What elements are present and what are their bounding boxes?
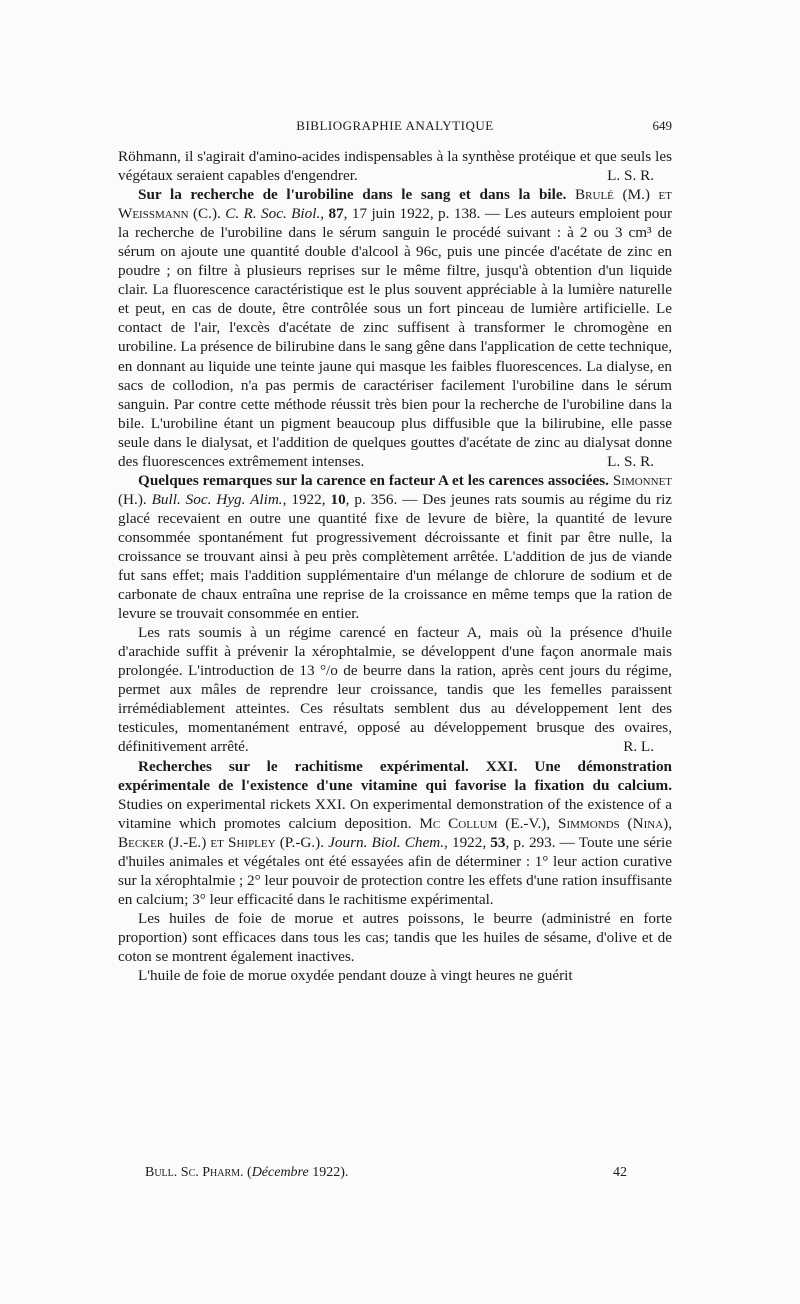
signature: L. S. R.: [607, 167, 654, 185]
article-paragraph: [118, 623, 672, 756]
footer-month: Décembre: [251, 1165, 309, 1180]
article-text: — Les auteurs emploient pour la recherche de l'urobiline dans le sérum sanguin le procédé suivant : à 2 ou 3 cm³ de sérum on ajoute une quantité double d'alcool à 96c, puis une pincée d'acétate de zinc en poudre ; on filtre à plusieurs reprises sur le même filtre, jusqu'à obtention d'un liquide clair. La fluorescence caractéristique est le plus souvent appréciable à la lumière naturelle et peut, en cas de doute, être contrôlée sous un fort pinceau de lumière artificielle. Le contact de l'air, l'excès d'acétate de zinc suffisent à transformer le chromogène en urobiline. La présence de bilirubine dans le sang gêne dans l'application de cette technique, en donnant au liquide une teinte jaune qui masque les faibles fluorescences. La dialyse, en sacs de collodion, n'a pas permis de caractériser facilement l'urobiline dans le sérum sanguin. Par contre cette méthode réussit très bien pour la recherche de l'urobiline dans la bile. L'urobiline étant un pigment beaucoup plus diffusible que la bilirubine, elle passe seule dans le dialysat, et l'addition de quelques gouttes d'acétate de zinc au dialysat donne des fluorescences extrêmement intenses.: [118, 205, 673, 470]
page-number: 649: [652, 118, 672, 133]
article-urobiline: Sur la recherche de l'urobiline dans le sang et dans la bile. Brulé (M.) et Weissmann (C.). C. R. Soc. Biol., 87, 17 juin 1922, p. 138. — Les auteurs emploient pour la recherche de l'urobiline dans le sérum sanguin le procédé suivant : à 2 ou 3 cm³ de sérum on ajoute une quantité double d'alcool à 96c, puis une pincée d'acétate de zinc en poudre ; on filtre à plusieurs reprises sur le même filtre, jusqu'à obtention d'un liquide clair. La fluorescence caractéristique est le plus souvent appréciable à la lumière naturelle et peut, en cas de doute, être contrôlée sous un fort pinceau de lumière artificielle. Le contact de l'air, l'excès d'acétate de zinc suffisent à transformer le chromogène en urobiline. La présence de bilirubine dans le sang gêne dans l'application de cette technique, en donnant au liquide une teinte jaune qui masque les faibles fluorescences. La dialyse, en sacs de collodion, n'a pas permis de caractériser facilement l'urobiline dans le sérum sanguin. Par contre cette méthode réussit très bien pour la recherche de l'urobiline dans la bile. L'urobiline étant un pigment beaucoup plus diffusible que la bilirubine, elle passe seule dans le dialysat, et l'addition de quelques gouttes d'acétate de zinc au dialysat donne des fluorescences extrêmement intenses. L. S. R.: [118, 186, 673, 470]
paragraph-text: L'huile de foie de morue oxydée pendant douze à vingt heures ne guérit: [138, 967, 573, 985]
journal-name: C. R. Soc. Biol.: [225, 205, 321, 223]
continued-paragraph: [118, 147, 672, 185]
signature: L. S. R.: [607, 452, 654, 470]
journal-name: Journ. Biol. Chem.: [328, 833, 445, 851]
article-rachitisme: [118, 757, 672, 909]
citation-year: , 1922,: [282, 490, 331, 508]
article-title: Quelques remarques sur la carence en facteur A et les carences associées.: [138, 471, 609, 489]
running-header: [118, 118, 672, 138]
article-authors: Simonnet (H.).: [118, 471, 673, 508]
article-carence: [118, 471, 672, 623]
continued-text: Röhmann, il s'agirait d'amino-acides indispensables à la synthèse protéique et que seuls les végétaux seraient capables d'engendrer.: [118, 148, 672, 185]
article-title: Recherches sur le rachitisme expérimental. XXI. Une démonstration expérimentale de l'existence d'une vitamine qui favorise la fixation du calcium.: [118, 757, 672, 794]
article-authors: Mc Collum (E.-V.), Simmonds (Nina), Becker (J.-E.) et Shipley (P.-G.).: [118, 814, 672, 851]
citation-year: , 1922,: [444, 833, 491, 851]
page-body: [118, 147, 672, 985]
article-paragraph: [118, 966, 672, 985]
english-title: Studies on experimental rickets XXI. On experimental demonstration of the existence of a vitamine which promotes calcium deposition.: [118, 795, 672, 832]
article-text: — Des jeunes rats soumis au régime du riz glacé recevaient en outre une quantité fixe de levure de bière, la quantité de levure consommée spontanément fut progressivement décroissante et finit par être nulle, la croissance se trouvant ainsi à peu près complètement arrêtée. L'addition de jus de viande fut sans effet; mais l'addition supplémentaire d'un mélange de chlorure de sodium et de carbonate de chaux entraîna une reprise de la croissance en même temps que la ration de levure se trouvait consommée en entier.: [118, 490, 673, 623]
footer-citation: [145, 1165, 348, 1181]
journal-volume: 87: [328, 205, 344, 223]
article-title: Sur la recherche de l'urobiline dans le sang et dans la bile.: [138, 186, 567, 204]
article-paragraph: [118, 909, 672, 966]
footer-journal: Bull. Sc. Pharm. (: [145, 1165, 252, 1180]
journal-name: Bull. Soc. Hyg. Alim.: [151, 490, 283, 508]
paragraph-text: Les rats soumis à un régime carencé en facteur A, mais où la présence d'huile d'arachide suffit à prévenir la xérophtalmie, se développent d'une façon anormale mais prolongée. L'introduction de 13 °/o de beurre dans la ration, après cent jours du régime, permet aux mâles de reprendre leur croissance, tandis que les femelles paraissent irrémédiablement atteintes. Ces résultats semblent dus au développement lent des testicules, momentanément entravé, opposé au développement brusque des ovaires, définitivement arrêté.: [118, 624, 672, 756]
article-authors: Brulé (M.) et Weissmann (C.).: [118, 186, 672, 223]
journal-volume: 10: [330, 490, 346, 508]
paragraph-text: Les huiles de foie de morue et autres poissons, le beurre (administré en forte proportion) sont efficaces dans tous les cas; tandis que les huiles de sésame, d'olive et de coton se montrent également inactives.: [118, 909, 672, 965]
footer-year: 1922).: [308, 1165, 349, 1180]
running-title: BIBLIOGRAPHIE ANALYTIQUE: [296, 118, 494, 133]
signature: R. L.: [623, 738, 654, 756]
article-text: , p. 293. — Toute une série d'huiles animales et végétales ont été essayées afin de déterminer : 1° leur action curative sur la xérophtalmie ; 2° leur pouvoir de protection contre les effets d'une ration insuffisante en calcium; 3° leur efficacité dans le rachitisme expérimental.: [118, 833, 672, 908]
journal-volume: 53: [490, 833, 506, 851]
signature-mark: 42: [613, 1165, 627, 1180]
citation-pages: , p. 356.: [345, 490, 398, 508]
citation-date: , 17 juin 1922, p. 138.: [343, 205, 481, 223]
